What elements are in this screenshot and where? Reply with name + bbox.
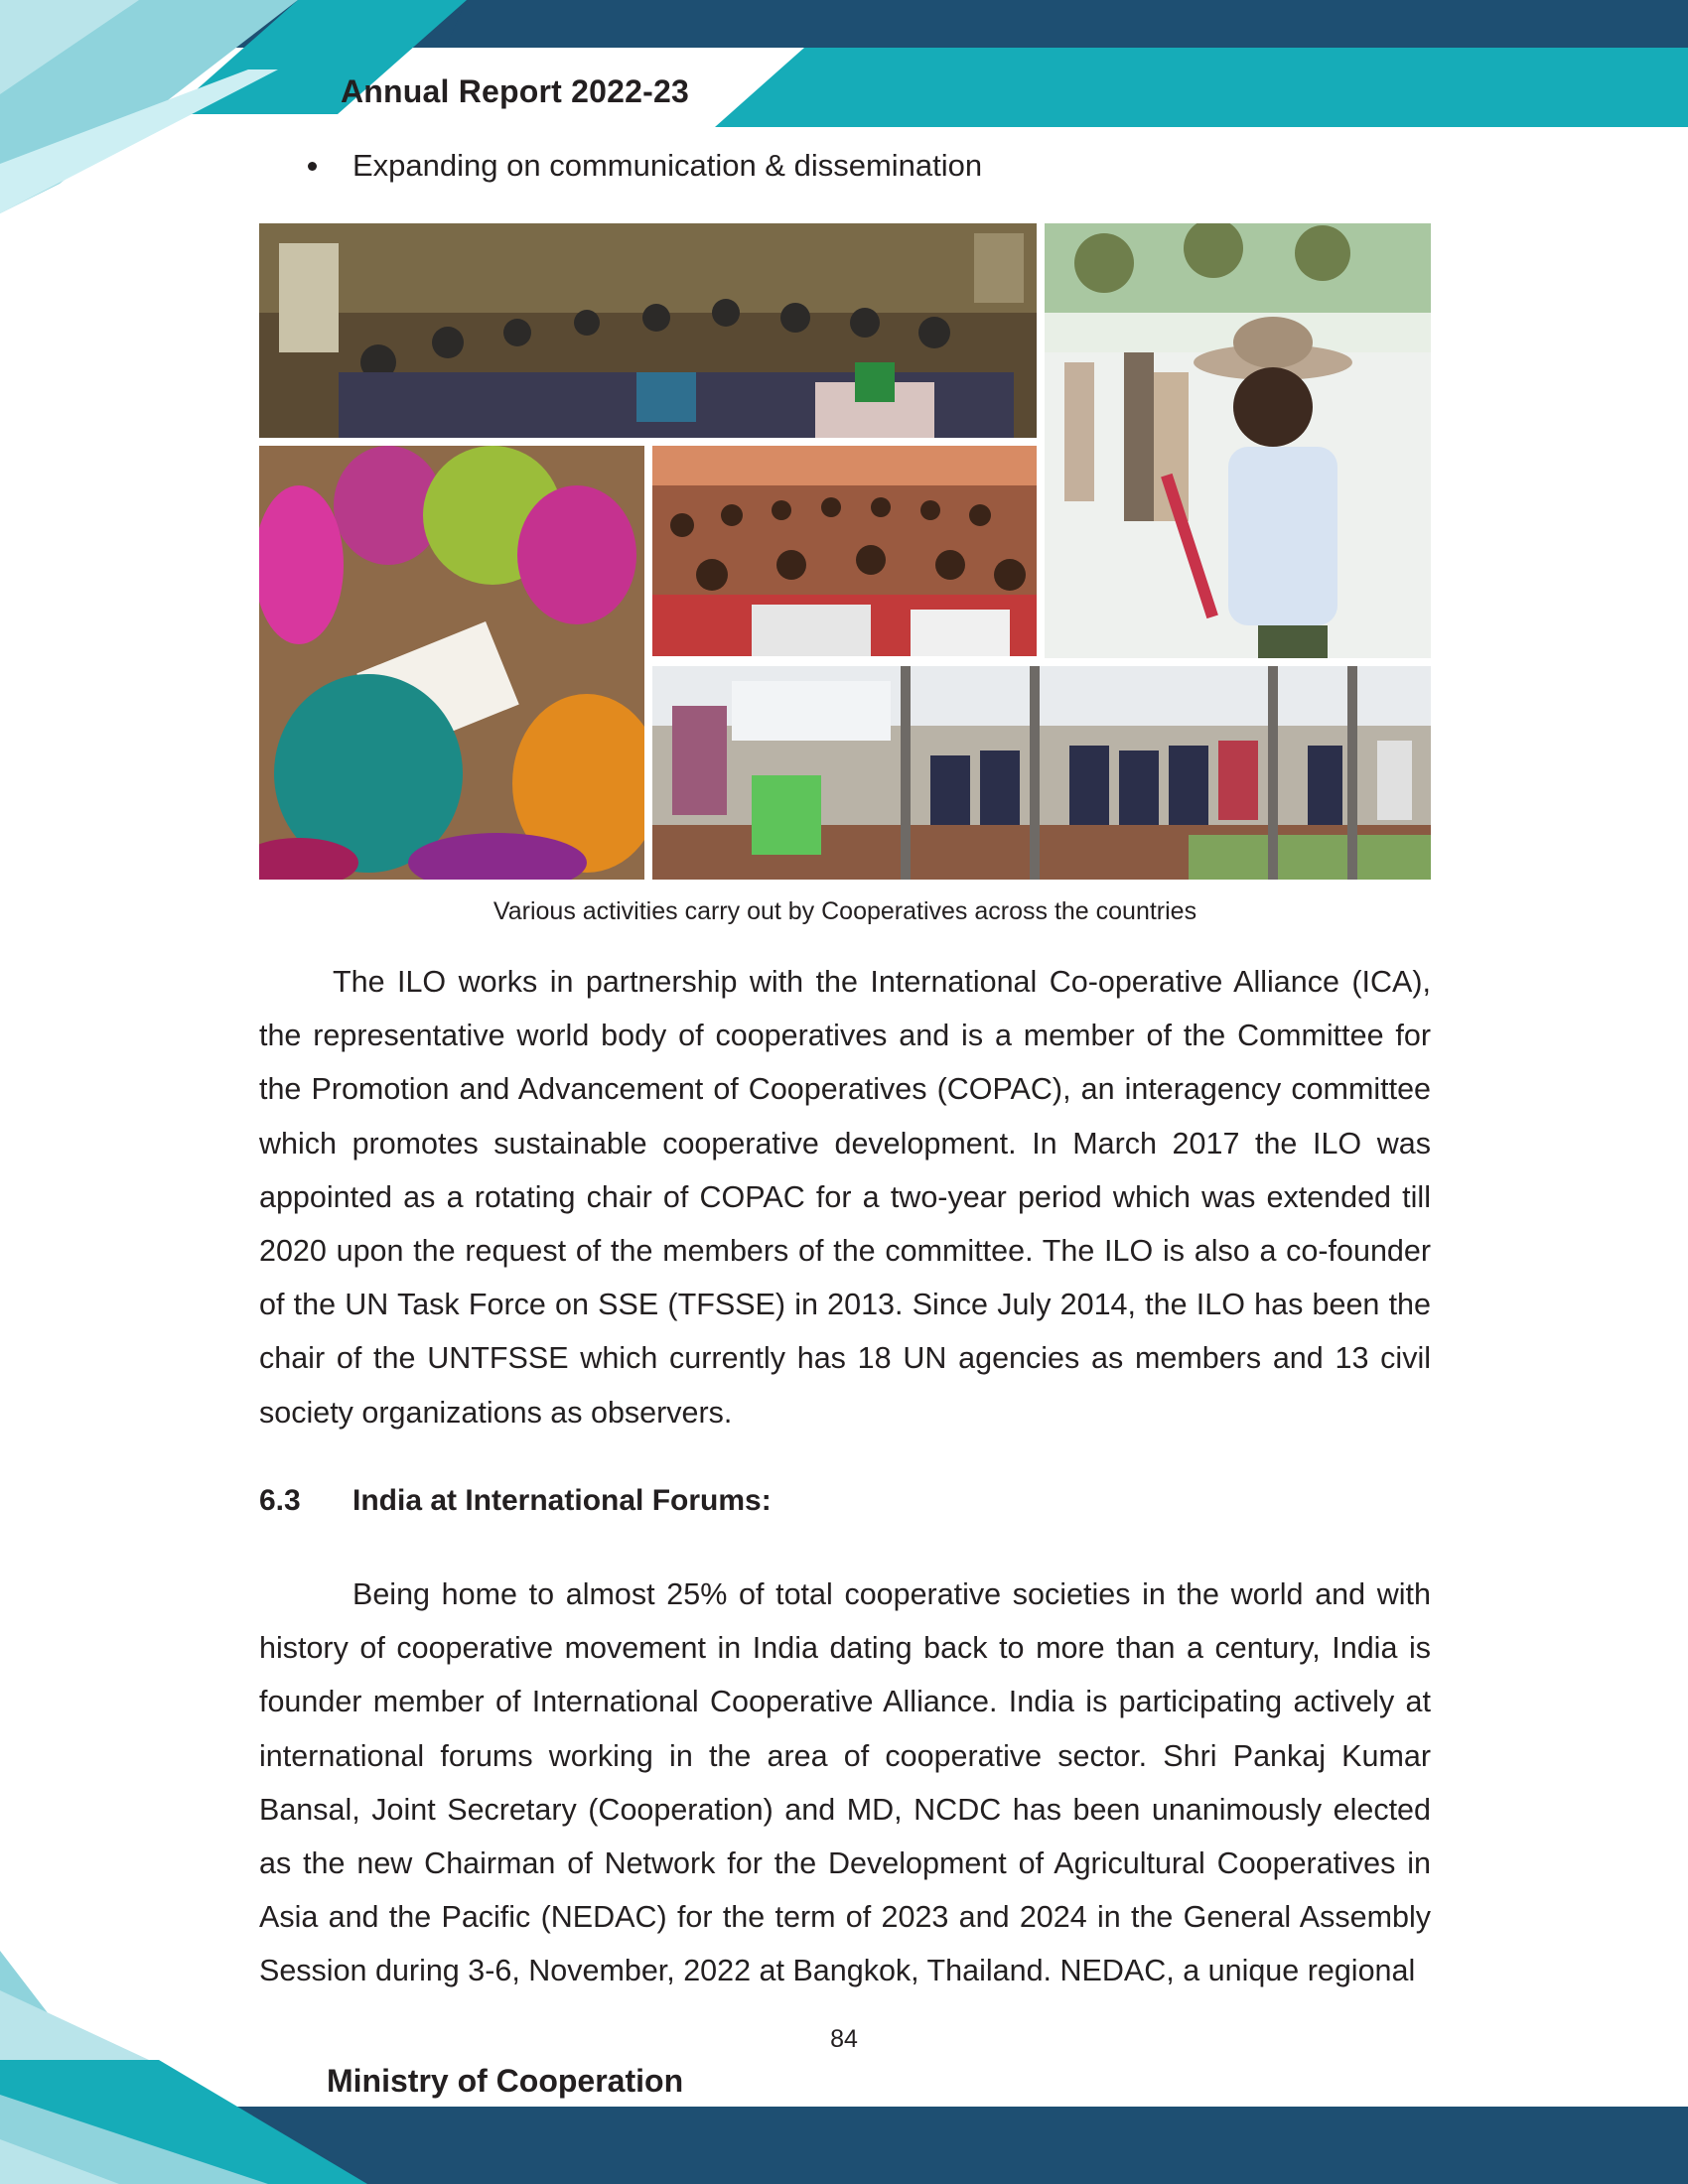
auditorium-photo xyxy=(652,446,1037,656)
report-title: Annual Report 2022-23 xyxy=(341,73,689,109)
bullet-item: Expanding on communication & dissemination xyxy=(352,148,983,183)
section-paragraph: Being home to almost 25% of total cooperative societies in the world and with history of cooperative movement in India dating back to more than a century, India is founder member of International Cooperative Alliance. India is participating actively at international forums working in the area of cooperative sector. Shri Pankaj Kumar Bansal, Joint Secretary (Cooperation) and MD, NCDC has been unanimously elected as the new Chairman of Network for the Development of Agricultural Cooperatives in Asia and the Pacific (NEDAC) for the term of 2023 and 2024 in the General Assembly Session during 3-6, November, 2022 at Bangkok, Thailand. NEDAC, a unique regional xyxy=(259,1577,1431,1988)
figure-caption: Various activities carry out by Cooperatives across the countries xyxy=(492,897,1197,925)
section-number: 6.3 xyxy=(259,1484,301,1517)
page-number: 84 xyxy=(830,2025,858,2053)
ministry-name: Ministry of Cooperation xyxy=(327,2063,684,2099)
farmer-with-hat-photo xyxy=(1045,223,1431,658)
section-title: India at International Forums: xyxy=(352,1484,772,1517)
women-group-photo xyxy=(259,446,644,880)
outdoor-meeting-photo xyxy=(652,666,1431,880)
section-heading xyxy=(259,1484,772,1518)
bullet-icon xyxy=(308,162,317,171)
body-paragraph: The ILO works in partnership with the International Co-operative Alliance (ICA), the representative world body of cooperatives and is a member of the Committee for the Promotion and Advancement of Cooperatives (COPAC), an interagency committee which promotes sustainable cooperative development. In March 2017 the ILO was appointed as a rotating chair of COPAC for a two-year period which was extended till 2020 upon the request of the members of the committee. The ILO is also a co-founder of the UN Task Force on SSE (TFSSE) in 2013. Since July 2014, the ILO has been the chair of the UNTFSSE which currently has 18 UN agencies as members and 13 civil society organizations as observers. xyxy=(259,965,1431,1430)
meeting-hall-photo xyxy=(259,223,1037,438)
